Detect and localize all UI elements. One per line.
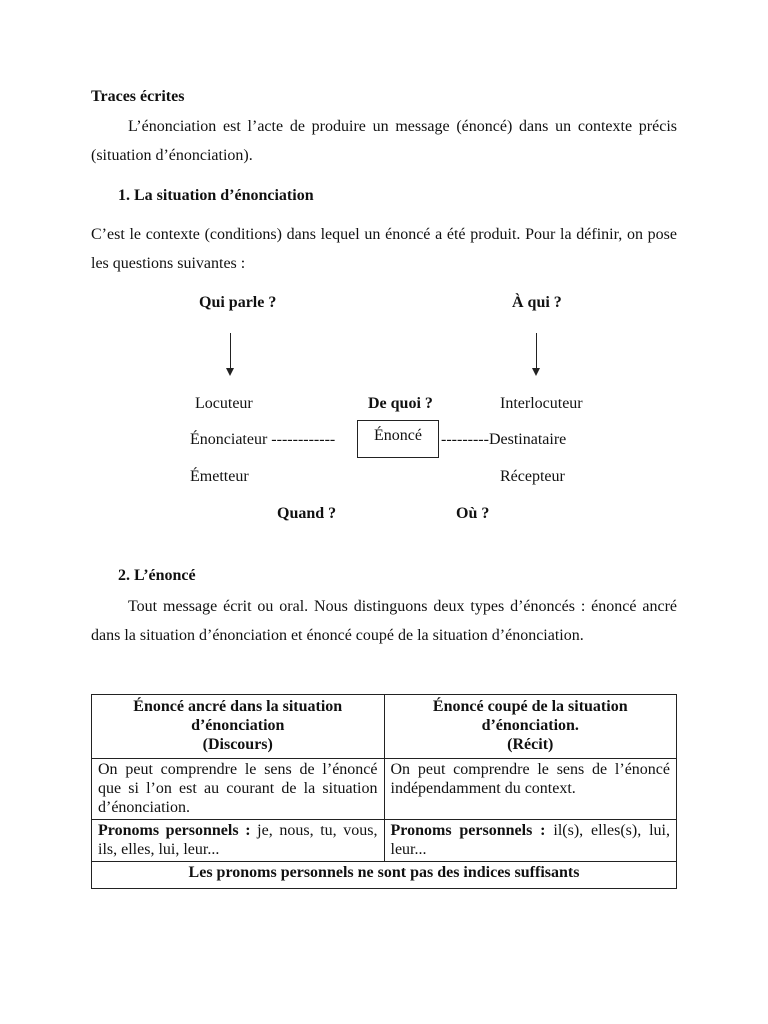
- term-locuteur: Locuteur: [195, 395, 253, 412]
- header-recit-line: Énoncé coupé de la situation: [432, 698, 628, 715]
- header-discours: [92, 695, 385, 759]
- table-row: [92, 820, 677, 862]
- header-recit-line: (Récit): [507, 736, 554, 753]
- term-enonciateur: Énonciateur ------------: [190, 431, 336, 448]
- pronouns-discours: je, nous, tu, vous, ils, elles, lui, leur...: [98, 822, 378, 858]
- question-when: Quand ?: [277, 505, 337, 522]
- section-1-title: 1. La situation d’énonciation: [118, 187, 314, 204]
- page-heading: Traces écrites: [91, 88, 185, 105]
- header-discours-line: Énoncé ancré dans la situation: [133, 698, 343, 715]
- section-2-title: 2. L’énoncé: [118, 567, 196, 584]
- table-footer-row: [92, 862, 677, 889]
- term-interlocuteur: Interlocuteur: [500, 395, 583, 412]
- cell-discours-sense: On peut comprendre le sens de l’énoncé que si l’on est au courant de la situation d’énonciation.: [92, 759, 385, 820]
- header-recit-line: d’énonciation.: [481, 717, 579, 734]
- arrow-down-right: [536, 333, 537, 369]
- term-emetteur: Émetteur: [190, 468, 249, 485]
- pronouns-label: Pronoms personnels :: [390, 822, 546, 839]
- arrow-down-left: [230, 333, 231, 369]
- question-who: Qui parle ?: [199, 294, 277, 311]
- table-row: [92, 759, 677, 820]
- question-to-whom: À qui ?: [512, 294, 562, 311]
- question-what: De quoi ?: [368, 395, 433, 412]
- pronouns-recit: il(s), elles(s), lui, leur...: [390, 822, 670, 858]
- term-destinataire: ---------Destinataire: [441, 431, 567, 448]
- cell-recit-sense: On peut comprendre le sens de l’énoncé indépendamment du context.: [384, 759, 677, 820]
- question-where: Où ?: [456, 505, 490, 522]
- term-recepteur: Récepteur: [500, 468, 565, 485]
- enonce-label: Énoncé: [374, 427, 422, 444]
- header-recit: [384, 695, 677, 759]
- comparison-table: [91, 694, 677, 889]
- header-discours-line: d’énonciation: [191, 717, 285, 734]
- cell-discours-pronouns: [92, 820, 385, 862]
- section-2-text: Tout message écrit ou oral. Nous distinguons deux types d’énoncés : énoncé ancré dans la situation d’énonciation et énoncé coupé de la situation d’énonciation.: [91, 598, 677, 644]
- header-discours-line: (Discours): [202, 736, 273, 753]
- cell-recit-pronouns: [384, 820, 677, 862]
- table-footer: Les pronoms personnels ne sont pas des indices suffisants: [92, 862, 677, 889]
- enonce-box: [357, 420, 439, 458]
- section-1-text: C’est le contexte (conditions) dans lequel un énoncé a été produit. Pour la définir, on pose les questions suivantes :: [91, 226, 677, 272]
- table-header-row: [92, 695, 677, 759]
- pronouns-label: Pronoms personnels :: [98, 822, 251, 839]
- intro-paragraph: L’énonciation est l’acte de produire un message (énoncé) dans un contexte précis (situation d’énonciation).: [91, 118, 677, 164]
